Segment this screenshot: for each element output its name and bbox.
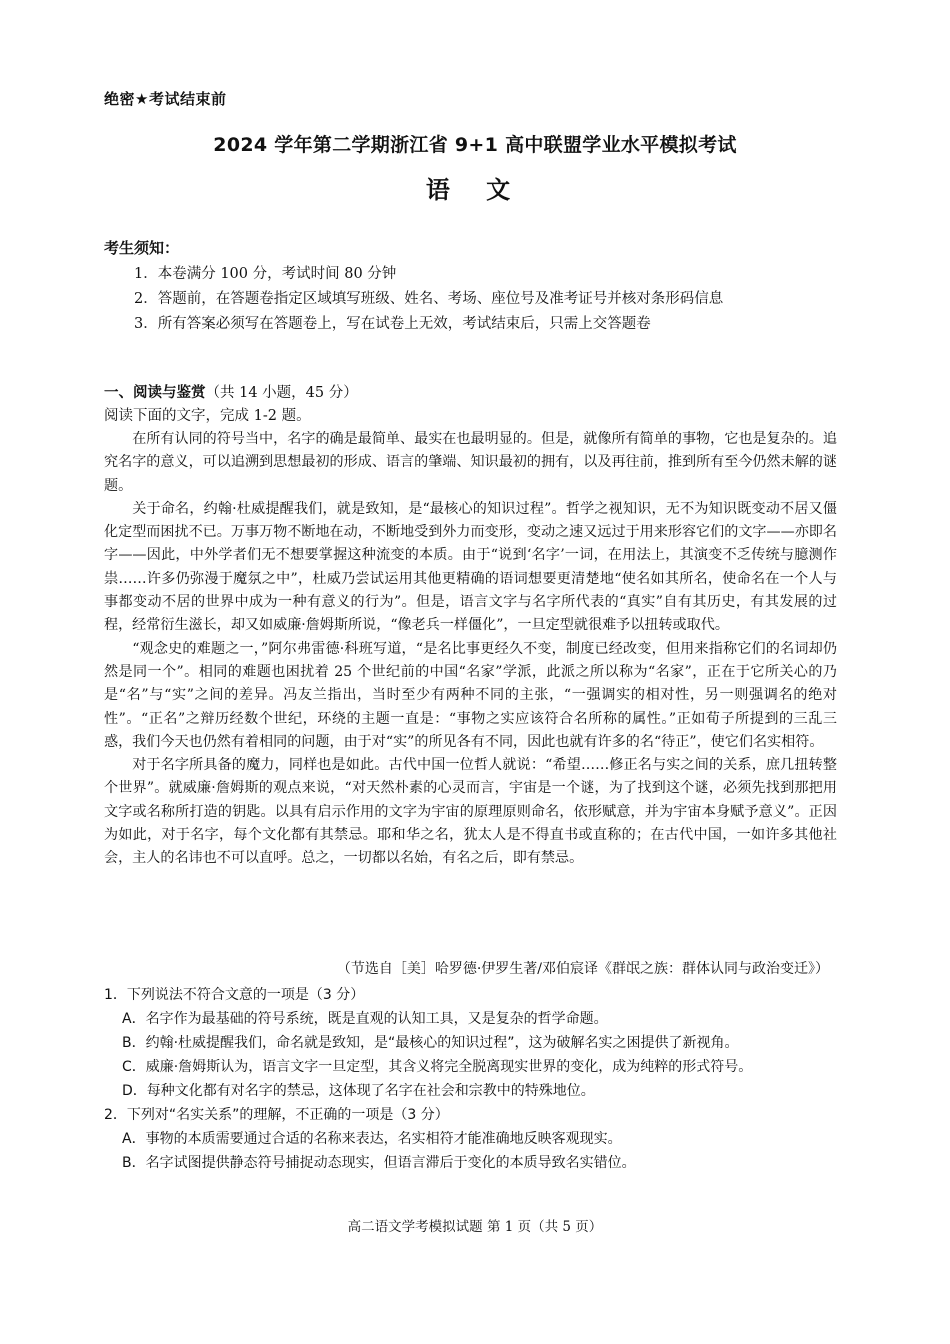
section-meta: （共 14 小题，45 分） xyxy=(205,385,358,401)
section-title: 一、阅读与鉴赏 xyxy=(104,385,206,401)
answer-option: C．威廉·詹姆斯认为，语言文字一旦定型，其含义将完全脱离现实世界的变化，成为纯粹的形式符号。 xyxy=(122,1059,753,1075)
passage-paragraph: 对于名字所具备的魔力，同样也是如此。古代中国一位哲人就说：“希望……修正名与实之间的关系，庶几扭转整个世界”。就威廉·詹姆斯的观点来说，“对天然朴素的心灵而言，宇宙是一个谜，为了找到这个谜，必须先找到那把用文字或名称所打造的钥匙。以具有启示作用的文字为宇宙的原理原则命名，依形赋意，并为宇宙本身赋予意义”。正因为如此，对于名字，每个文化都有其禁忌。耶和华之名，犹太人是不得直书或直称的；在古代中国，一如许多其他社会，主人的名讳也不可以直呼。总之，一切都以名始，有名之后，即有禁忌。 xyxy=(104,757,837,867)
subject-title: 语 文 xyxy=(425,176,525,204)
notice-item: 1．本卷满分 100 分，考试时间 80 分钟 xyxy=(134,266,397,282)
question-stem: 2．下列对“名实关系”的理解，不正确的一项是（3 分） xyxy=(104,1107,449,1123)
answer-option: A．名字作为最基础的符号系统，既是直观的认知工具，又是复杂的哲学命题。 xyxy=(122,1011,608,1027)
answer-option: A．事物的本质需要通过合适的名称来表达，名实相符才能准确地反映客观现实。 xyxy=(122,1131,622,1147)
confidential-label: 绝密★考试结束前 xyxy=(104,90,227,108)
reading-passage xyxy=(104,428,837,871)
passage-paragraph: “观念史的难题之一，”阿尔弗雷德·科班写道，“是名比事更经久不变，制度已经改变，但用来指称它们的名词却仍然是同一个”。相同的难题也困扰着 25 个世纪前的中国“名家”学派，此派之所以称为“名家”，正在于它所关心的乃是“名”与“实”之间的差异。冯友兰指出，当时至少有两种不同的主张，“一强调实的相对性，另一则强调名的绝对性”。“正名”之辩历经数个世纪，环绕的主题一直是：“事物之实应该符合名所称的属性。”正如荀子所提到的三乱三惑，我们今天也仍然有着相同的问题，由于对“实”的所见各有不同，因此也就有许多的名“待正”，使它们名实相符。 xyxy=(104,640,837,750)
answer-option: B．约翰·杜威提醒我们，命名就是致知，是“最核心的知识过程”，这为破解名实之困提供了新视角。 xyxy=(122,1035,739,1051)
notice-item: 3．所有答案必须写在答题卷上，写在试卷上无效，考试结束后，只需上交答题卷 xyxy=(134,316,651,332)
passage-paragraph: 在所有认同的符号当中，名字的确是最简单、最实在也最明显的。但是，就像所有简单的事物，它也是复杂的。追究名字的意义，可以追溯到思想最初的形成、语言的肇端、知识最初的拥有，以及再往前，推到所有至今仍然未解的谜题。 xyxy=(104,431,837,494)
question-stem: 1．下列说法不符合文意的一项是（3 分） xyxy=(104,987,365,1003)
page-footer: 高二语文学考模拟试题 第 1 页（共 5 页） xyxy=(347,1219,603,1235)
notice-heading: 考生须知： xyxy=(104,239,180,257)
reading-instruction: 阅读下面的文字，完成 1-2 题。 xyxy=(104,408,311,424)
notice-list xyxy=(134,262,723,337)
section-heading xyxy=(104,381,358,402)
passage-paragraph: 关于命名，约翰·杜威提醒我们，就是致知，是“最核心的知识过程”。哲学之视知识，无不为知识既变动不居又僵化定型而困扰不已。万事万物不断地在动，不断地受到外力而变形，变动之速又远过于用来形容它们的文字——亦即名字——因此，中外学者们无不想要掌握这种流变的本质。由于“说到‘名字’一词，在用法上，其演变不乏传统与臆测作祟……许多仍弥漫于魔氛之中”，杜威乃尝试运用其他更精确的语词想要更清楚地“使名如其所名，使命名在一个人与事都变动不居的世界中成为一种有意义的行为”。但是，语言文字与名字所代表的“真实”自有其历史，有其发展的过程，经常衍生滋长，却又如威廉·詹姆斯所说，“像老兵一样僵化”，一旦定型就很难予以扭转或取代。 xyxy=(104,500,837,634)
passage-source: （节选自［美］哈罗德·伊罗生著/邓伯宸译《群氓之族：群体认同与政治变迁》） xyxy=(336,961,829,977)
exam-title: 2024 学年第二学期浙江省 9+1 高中联盟学业水平模拟考试 xyxy=(213,134,737,156)
answer-option: B．名字试图提供静态符号捕捉动态现实，但语言滞后于变化的本质导致名实错位。 xyxy=(122,1155,636,1171)
answer-option: D．每种文化都有对名字的禁忌，这体现了名字在社会和宗教中的特殊地位。 xyxy=(122,1083,595,1099)
question-list xyxy=(104,983,844,1175)
notice-item: 2．答题前，在答题卷指定区域填写班级、姓名、考场、座位号及准考证号并核对条形码信息 xyxy=(134,291,724,307)
